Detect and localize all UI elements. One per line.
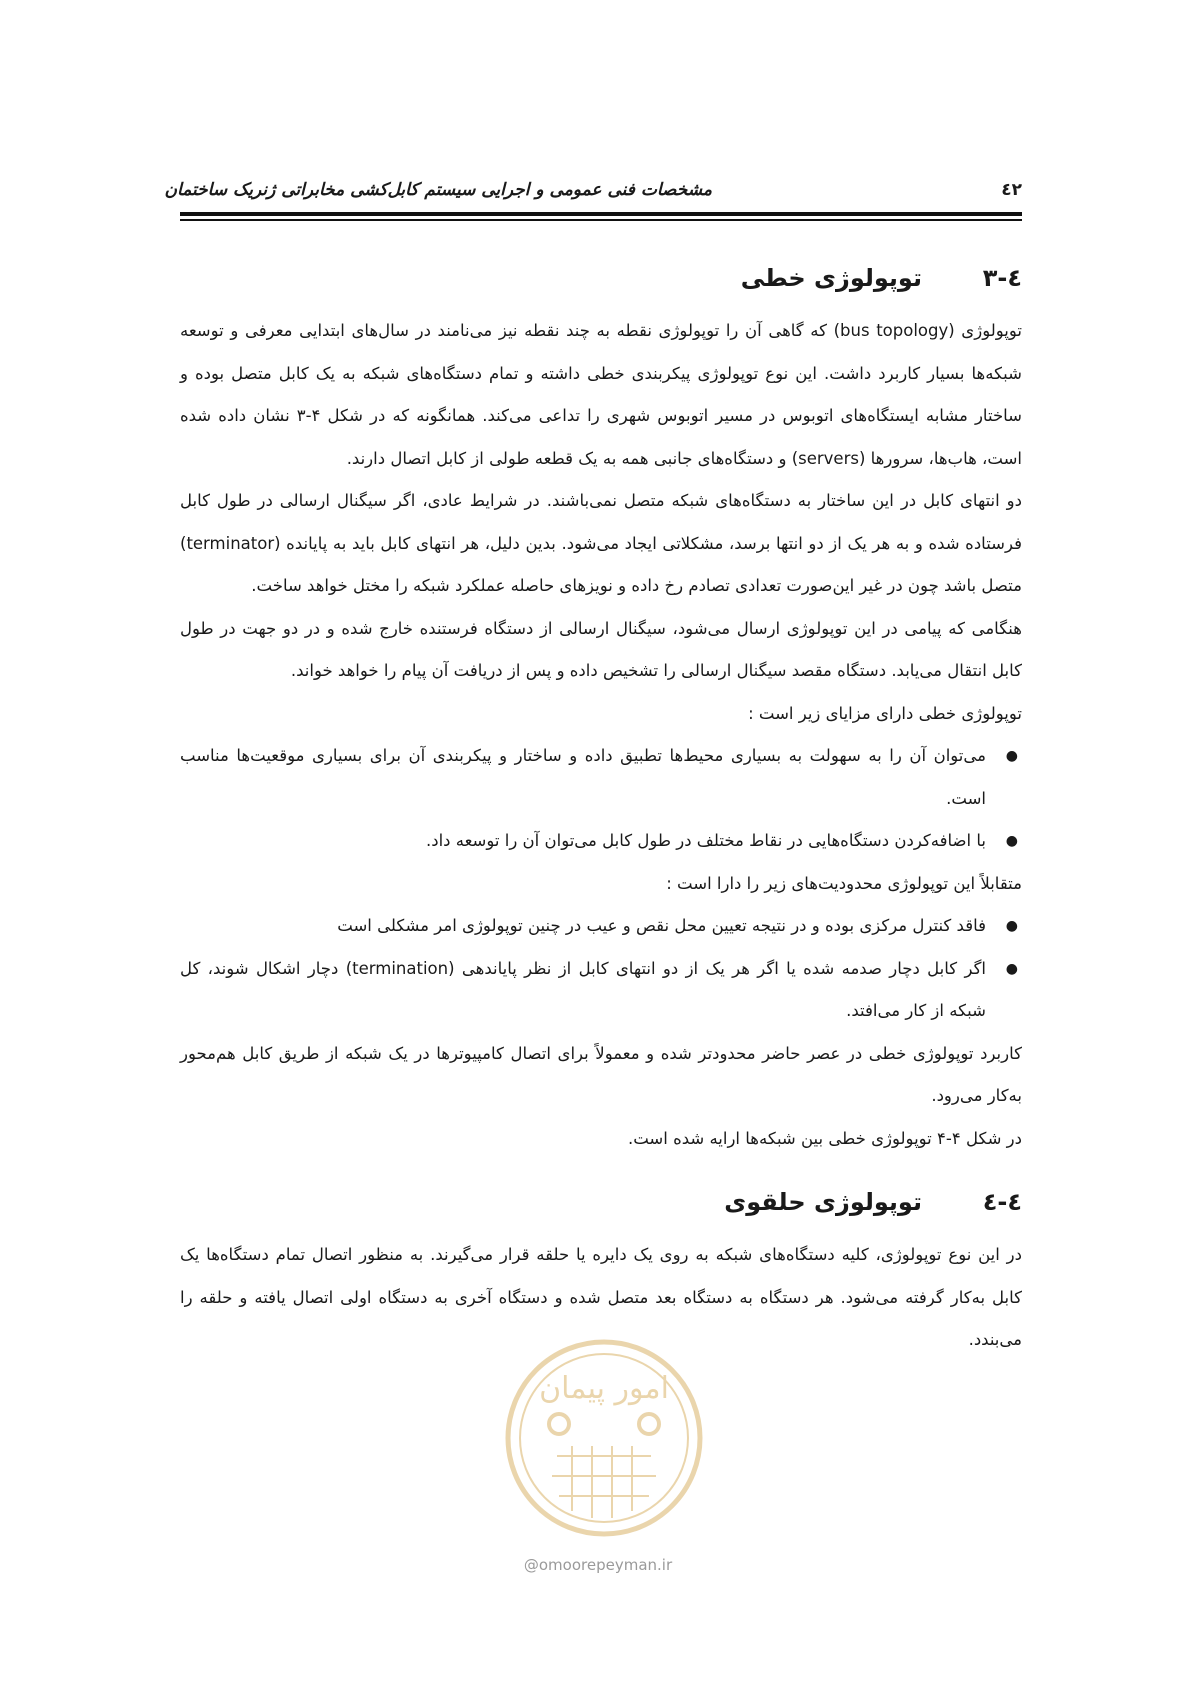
- list-item: ● فاقد کنترل مرکزی بوده و در نتیجه تعیین محل نقص و عیب در چنین توپولوژی امر مشکلی است: [180, 905, 986, 948]
- paragraph: کاربرد توپولوژی خطی در عصر حاضر محدودتر شده و معمولاً برای اتصال کامپیوترها در یک شبکه از طریق کابل هم‌محور به‌کار می‌رود.: [180, 1043, 1022, 1105]
- page-body: [180, 262, 1022, 1362]
- paragraph: در این نوع توپولوژی، کلیه دستگاه‌های شبکه به روی یک دایره یا حلقه قرار می‌گیرند. به منظور اتصال تمام دستگاه‌ها یک کابل به‌کار گرفته می‌شود. هر دستگاه به دستگاه بعد متصل شده و دستگاه آخری به دستگاه اولی اتصال یافته و حلقه را می‌بندد.: [180, 1245, 1022, 1349]
- watermark-url: @omoorepeyman.ir: [523, 1556, 673, 1574]
- limitations-list: [180, 905, 1022, 1033]
- bullet-icon: ●: [1005, 748, 1018, 764]
- section-heading-bus: [180, 262, 1022, 302]
- paragraph: در شکل ۴-۴ توپولوژی خطی بین شبکه‌ها ارایه شده است.: [627, 1128, 1022, 1148]
- watermark-logo-icon: [497, 1336, 711, 1541]
- section-title: توپولوژی حلقوی: [724, 1188, 922, 1216]
- paragraph: هنگامی که پیامی در این توپولوژی ارسال می‌شود، سیگنال ارسالی از دستگاه فرستنده خارج شده و در دو جهت در طول کابل انتقال می‌یابد. دستگاه مقصد سیگنال ارسالی را تشخیص داده و پس از دریافت آن پیام را خواهد خواند.: [180, 618, 1022, 680]
- list-item: ● می‌توان آن را به سهولت به بسیاری محیط‌ها تطبیق داده و ساختار و پیکربندی آن برای بسیاری موقعیت‌ها مناسب است.: [180, 735, 986, 820]
- paragraph: دو انتهای کابل در این ساختار به دستگاه‌های شبکه متصل نمی‌باشند. در شرایط عادی، اگر سیگنال ارسالی در طول کابل فرستاده شده و به هر یک از دو انتها برسد، مشکلاتی ایجاد می‌شود. بدین دلیل، هر انتهای کابل باید به پایانده (terminator) متصل باشد چون در غیر این‌صورت تعدادی تصادم رخ داده و نویزهای حاصله عملکرد شبکه را مختل خواهد ساخت.: [180, 491, 1022, 595]
- watermark-logo-text: امور پیمان: [539, 1371, 669, 1406]
- header-rule-thick: [180, 212, 1022, 216]
- header-title: مشخصات فنی عمومی و اجرایی سیستم کابل‌کشی مخابراتی ژنریک ساختمان: [164, 180, 712, 200]
- bullet-icon: ●: [1005, 960, 1018, 977]
- paragraph: توپولوژی (bus topology) که گاهی آن را توپولوژی نقطه به چند نقطه نیز می‌نامند در سال‌های ابتدایی معرفی و توسعه شبکه‌ها بسیار کاربرد داشت. این نوع توپولوژی پیکربندی خطی داشته و تمام دستگاه‌های شبکه به یک کابل متصل بوده و ساختار مشابه ایستگاه‌های اتوبوس در مسیر اتوبوس شهری را تداعی می‌کند. همانگونه که در شکل ۴-۳ نشان داده شده است، هاب‌ها، سرورها (servers) و دستگاه‌های جانبی همه به یک قطعه طولی از کابل اتصال دارند.: [180, 321, 1022, 468]
- section-number: ٤-٣: [982, 264, 1022, 292]
- limitations-intro: متقابلاً این توپولوژی محدودیت‌های زیر را دارا است :: [666, 873, 1022, 893]
- advantages-intro: توپولوژی خطی دارای مزایای زیر است :: [748, 703, 1022, 723]
- section-number: ٤-٤: [982, 1188, 1022, 1216]
- section-title: توپولوژی خطی: [740, 264, 922, 292]
- advantages-list: [180, 735, 1022, 863]
- section-heading-ring: [180, 1186, 1022, 1226]
- list-item: ● با اضافه‌کردن دستگاه‌هایی در نقاط مختلف در طول کابل می‌توان آن را توسعه داد.: [180, 820, 986, 863]
- list-item: ● اگر کابل دچار صدمه شده یا اگر هر یک از دو انتهای کابل از نظر پایاندهی (termination) دچار اشکال شوند، کل شبکه از کار می‌افتد.: [180, 948, 986, 1033]
- running-header: [164, 176, 1022, 206]
- header-rule-thin: [180, 219, 1022, 221]
- bullet-icon: ●: [1005, 918, 1018, 934]
- bullet-icon: ●: [1005, 833, 1018, 849]
- page-number: ٤٢: [1001, 180, 1022, 200]
